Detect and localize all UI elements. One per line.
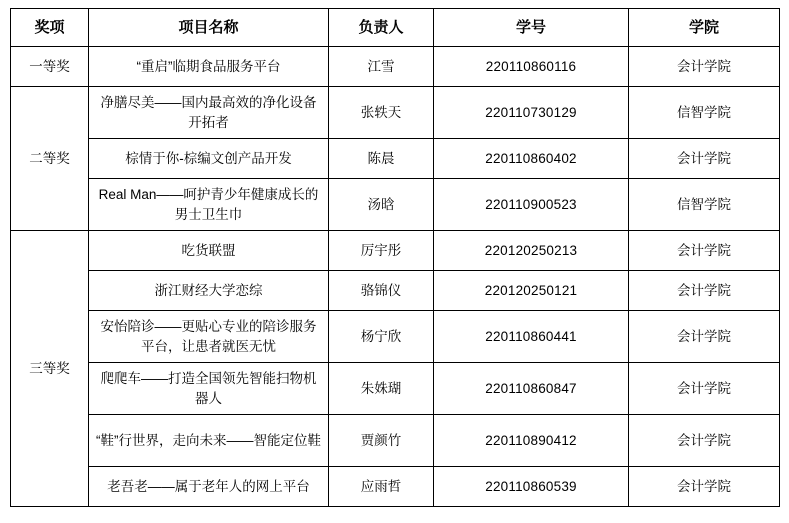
student-id-cell: 220110900523 — [434, 179, 629, 231]
student-id-cell: 220110730129 — [434, 87, 629, 139]
project-name-cell: 吃货联盟 — [89, 231, 329, 271]
college-cell: 会计学院 — [629, 271, 780, 311]
project-name-cell: 安怡陪诊——更贴心专业的陪诊服务平台，让患者就医无忧 — [89, 311, 329, 363]
college-cell: 信智学院 — [629, 179, 780, 231]
table-row — [11, 87, 780, 139]
college-cell: 信智学院 — [629, 87, 780, 139]
table-row — [11, 139, 780, 179]
student-id-cell: 220110860441 — [434, 311, 629, 363]
student-id-cell: 220110860539 — [434, 467, 629, 507]
project-name-cell: 净膳尽美——国内最高效的净化设备开拓者 — [89, 87, 329, 139]
award-group-cell: 三等奖 — [11, 231, 89, 507]
college-cell: 会计学院 — [629, 311, 780, 363]
college-cell: 会计学院 — [629, 47, 780, 87]
column-header-award: 奖项 — [11, 9, 89, 47]
student-id-cell: 220110860116 — [434, 47, 629, 87]
leader-cell: 骆锦仪 — [329, 271, 434, 311]
project-name-cell: 老吾老——属于老年人的网上平台 — [89, 467, 329, 507]
leader-cell: 江雪 — [329, 47, 434, 87]
college-cell: 会计学院 — [629, 231, 780, 271]
table-header — [11, 9, 780, 47]
leader-cell: 朱姝瑚 — [329, 363, 434, 415]
table-row — [11, 363, 780, 415]
college-cell: 会计学院 — [629, 139, 780, 179]
award-group-cell: 一等奖 — [11, 47, 89, 87]
award-group-cell: 二等奖 — [11, 87, 89, 231]
student-id-cell: 220120250213 — [434, 231, 629, 271]
column-header-project: 项目名称 — [89, 9, 329, 47]
project-name-cell: “鞋”行世界，走向未来——智能定位鞋 — [89, 415, 329, 467]
table-row — [11, 231, 780, 271]
project-name-cell: Real Man——呵护青少年健康成长的男士卫生巾 — [89, 179, 329, 231]
leader-cell: 汤晗 — [329, 179, 434, 231]
project-name-cell: 爬爬车——打造全国领先智能扫物机器人 — [89, 363, 329, 415]
college-cell: 会计学院 — [629, 415, 780, 467]
column-header-student-id: 学号 — [434, 9, 629, 47]
college-cell: 会计学院 — [629, 363, 780, 415]
table-row — [11, 179, 780, 231]
student-id-cell: 220120250121 — [434, 271, 629, 311]
leader-cell: 厉宇彤 — [329, 231, 434, 271]
student-id-cell: 220110860402 — [434, 139, 629, 179]
table-row — [11, 47, 780, 87]
leader-cell: 陈晨 — [329, 139, 434, 179]
table-row — [11, 467, 780, 507]
project-name-cell: 棕情于你-棕编文创产品开发 — [89, 139, 329, 179]
table-header-row — [11, 9, 780, 47]
college-cell: 会计学院 — [629, 467, 780, 507]
table-row — [11, 271, 780, 311]
table-body — [11, 47, 780, 507]
column-header-college: 学院 — [629, 9, 780, 47]
leader-cell: 张轶天 — [329, 87, 434, 139]
student-id-cell: 220110890412 — [434, 415, 629, 467]
table-row — [11, 311, 780, 363]
award-list-table — [10, 8, 780, 507]
student-id-cell: 220110860847 — [434, 363, 629, 415]
project-name-cell: “重启”临期食品服务平台 — [89, 47, 329, 87]
column-header-leader: 负责人 — [329, 9, 434, 47]
project-name-cell: 浙江财经大学恋综 — [89, 271, 329, 311]
leader-cell: 贾颜竹 — [329, 415, 434, 467]
leader-cell: 杨宁欣 — [329, 311, 434, 363]
table-row — [11, 415, 780, 467]
leader-cell: 应雨哲 — [329, 467, 434, 507]
